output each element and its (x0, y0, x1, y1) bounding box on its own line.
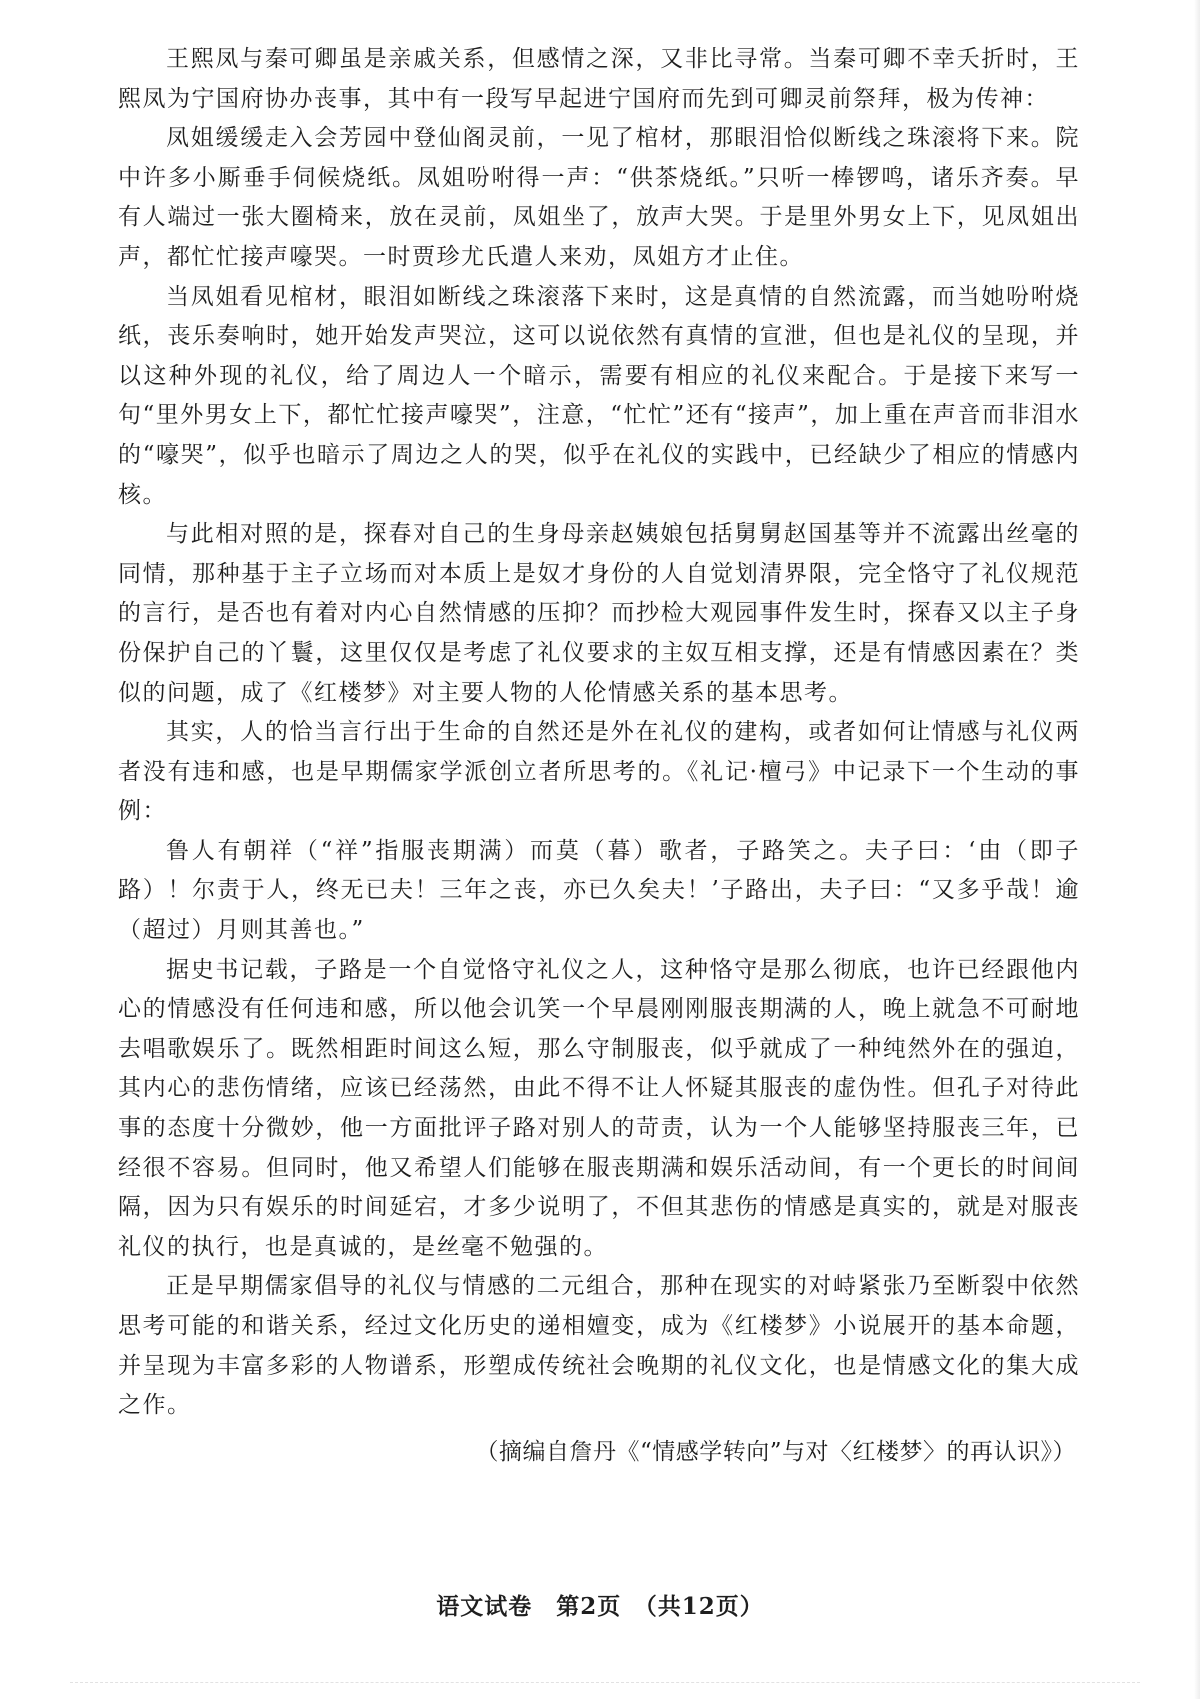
divider (70, 1682, 1140, 1683)
paragraph-8: 正是早期儒家倡导的礼仪与情感的二元组合，那种在现实的对峙紧张乃至断裂中依然思考可能的和谐关系，经过文化历史的递相嬗变，成为《红楼梦》小说展开的基本命题，并呈现为丰富多彩的人物谱系，形塑成传统社会晚期的礼仪文化，也是情感文化的集大成之作。 (118, 1273, 1080, 1419)
paragraph-2: 凤姐缓缓走入会芳园中登仙阁灵前，一见了棺材，那眼泪恰似断线之珠滚将下来。院中许多小厮垂手伺候烧纸。凤姐吩咐得一声：“供茶烧纸。”只听一棒锣鸣，诸乐齐奏。早有人端过一张大圈椅来，放在灵前，凤姐坐了，放声大哭。于是里外男女上下，见凤姐出声，都忙忙接声嚎哭。一时贾珍尤氏遣人来劝，凤姐方才止住。 (118, 125, 1080, 270)
paragraph-4: 与此相对照的是，探春对自己的生身母亲赵姨娘包括舅舅赵国基等并不流露出丝毫的同情，那种基于主子立场而对本质上是奴才身份的人自觉划清界限，完全恪守了礼仪规范的言行，是否也有着对内心自然情感的压抑？而抄检大观园事件发生时，探春又以主子身份保护自己的丫鬟，这里仅仅是考虑了礼仪要求的主奴互相支撑，还是有情感因素在？类似的问题，成了《红楼梦》对主要人物的人伦情感关系的基本思考。 (118, 521, 1080, 706)
page-footer: 语文试卷 第2页 （共12页） (436, 1593, 764, 1620)
source-citation: （摘编自詹丹《“情感学转向”与对〈红楼梦〉的再认识》） (475, 1438, 1076, 1465)
paragraph-7: 据史书记载，子路是一个自觉恪守礼仪之人，这种恪守是那么彻底，也许已经跟他内心的情感没有任何违和感，所以他会讥笑一个早晨刚刚服丧期满的人，晚上就急不可耐地去唱歌娱乐了。既然相距时间这么短，那么守制服丧，似乎就成了一种纯然外在的强迫，其内心的悲伤情绪，应该已经荡然，由此不得不让人怀疑其服丧的虚伪性。但孔子对待此事的态度十分微妙，他一方面批评子路对别人的苛责，认为一个人能够坚持服丧三年，已经很不容易。但同时，他又希望人们能够在服丧期满和娱乐活动间，有一个更长的时间间隔，因为只有娱乐的时间延宕，才多少说明了，不但其悲伤的情感是真实的，就是对服丧礼仪的执行，也是真诚的，是丝毫不勉强的。 (118, 956, 1080, 1260)
scan-edge (1194, 0, 1200, 1699)
paragraph-1: 王熙凤与秦可卿虽是亲戚关系，但感情之深，又非比寻常。当秦可卿不幸夭折时，王熙凤为宁国府协办丧事，其中有一段写早起进宁国府而先到可卿灵前祭拜，极为传神： (118, 46, 1080, 112)
paragraph-5: 其实，人的恰当言行出于生命的自然还是外在礼仪的建构，或者如何让情感与礼仪两者没有违和感，也是早期儒家学派创立者所思考的。《礼记·檀弓》中记录下一个生动的事例： (118, 719, 1080, 825)
paragraph-6: 鲁人有朝祥（“祥”指服丧期满）而莫（暮）歌者，子路笑之。夫子曰：‘由（即子路）！尔责于人，终无已夫！三年之丧，亦已久矣夫！’子路出，夫子曰：“又多乎哉！逾（超过）月则其善也。” (118, 837, 1080, 944)
paragraph-3: 当凤姐看见棺材，眼泪如断线之珠滚落下来时，这是真情的自然流露，而当她吩咐烧纸，丧乐奏响时，她开始发声哭泣，这可以说依然有真情的宣泄，但也是礼仪的呈现，并以这种外现的礼仪，给了周边人一个暗示，需要有相应的礼仪来配合。于是接下来写一句“里外男女上下，都忙忙接声嚎哭”，注意，“忙忙”还有“接声”，加上重在声音而非泪水的“嚎哭”，似乎也暗示了周边之人的哭，似乎在礼仪的实践中，已经缺少了相应的情感内核。 (118, 283, 1080, 508)
